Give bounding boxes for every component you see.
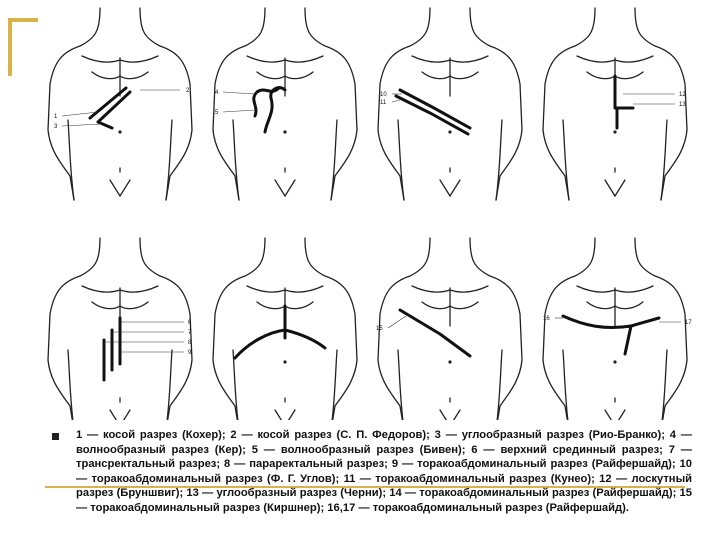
torso-outline — [605, 180, 625, 196]
bullet-icon — [52, 433, 59, 440]
torso-outline — [233, 120, 239, 200]
torso-outline — [140, 238, 192, 420]
torso-outline — [166, 120, 172, 200]
torso-outline — [470, 238, 522, 420]
torso-outline — [110, 180, 130, 196]
figure-label: 16 — [543, 316, 550, 322]
torso-outline — [305, 238, 357, 420]
torso-outline — [440, 410, 460, 420]
torso-outline — [331, 120, 337, 200]
incision-line — [235, 330, 325, 358]
label-leader — [223, 110, 255, 112]
caption-text: 1 — косой разрез (Кохер); 2 — косой разрез (С. П. Федоров); 3 — углообразный разрез (Рио-Бранко); 4 — волнообразный разрез (Кер); 5 — волнообразный разрез (Бивен); 6 — верхний срединный разрез; 7 — трансректальный разрез; 8 — параректальный разрез; 9 — торакоабдоминальный разрез (Райфершайд); 10 — торакоабдоминальный разрез (Ф. Г. Углов); 11 — торакоабдоминальный разрез (Кунео); 12 — лоскутный разрез (Бруншвиг); 13 — углообразный разрез (Черни); 14 — торакоабдоминальный разрез (Райфершайд); 15 — торакоабдоминальный разрез (Киршнер); 16,17 — торакоабдоминальный разрез (Райфершайд). — [76, 429, 692, 514]
incision-figures — [40, 0, 700, 420]
torso-outline — [440, 180, 460, 196]
torso-outline — [213, 8, 265, 200]
torso-figure — [48, 8, 192, 200]
figure-label: 6 — [188, 320, 192, 326]
torso-outline — [140, 8, 192, 200]
figure-label: 3 — [54, 124, 58, 130]
torso-diagrams-grid — [40, 0, 700, 420]
figure-label: 15 — [376, 326, 383, 332]
navel-mark — [283, 130, 286, 133]
figure-label: 5 — [215, 110, 219, 116]
torso-outline — [635, 238, 687, 420]
figure-label: 10 — [380, 92, 387, 98]
figure-label: 11 — [380, 100, 387, 106]
navel-mark — [448, 360, 451, 363]
torso-outline — [543, 238, 595, 420]
figure-label: 13 — [679, 102, 686, 108]
torso-outline — [496, 120, 502, 200]
navel-mark — [118, 130, 121, 133]
figure-label: 4 — [215, 90, 219, 96]
torso-figure — [543, 238, 692, 420]
incision-line — [615, 76, 633, 108]
torso-outline — [48, 8, 100, 200]
figure-label: 8 — [188, 340, 192, 346]
incision-line — [563, 316, 631, 354]
torso-outline — [305, 8, 357, 200]
incision-line — [400, 310, 470, 356]
torso-outline — [213, 238, 265, 420]
incision-line — [265, 88, 285, 132]
torso-figure — [48, 238, 192, 420]
navel-mark — [613, 130, 616, 133]
figure-label: 7 — [188, 330, 192, 336]
incision-line — [396, 96, 468, 134]
incision-line — [631, 318, 659, 326]
figure-label: 2 — [186, 88, 190, 94]
label-leader — [223, 92, 255, 94]
label-leader — [392, 100, 400, 102]
incision-line — [400, 90, 470, 128]
torso-outline — [470, 8, 522, 200]
torso-figure — [378, 8, 522, 200]
figure-label: 1 — [54, 114, 58, 120]
torso-outline — [398, 120, 404, 200]
figure-label: 9 — [188, 350, 192, 356]
torso-outline — [110, 410, 130, 420]
incision-line — [254, 88, 279, 116]
torso-figure — [376, 238, 522, 420]
torso-figure — [213, 238, 357, 420]
caption-block — [52, 428, 692, 516]
torso-figure — [213, 8, 357, 200]
label-leader — [388, 316, 406, 328]
figure-label: 12 — [679, 92, 686, 98]
torso-outline — [543, 8, 595, 200]
navel-mark — [283, 360, 286, 363]
torso-outline — [605, 410, 625, 420]
navel-mark — [448, 130, 451, 133]
torso-outline — [68, 120, 74, 200]
torso-outline — [378, 238, 430, 420]
torso-figure — [543, 8, 687, 200]
torso-outline — [563, 120, 569, 200]
torso-outline — [275, 410, 295, 420]
torso-outline — [275, 180, 295, 196]
torso-outline — [661, 120, 667, 200]
figure-label: 17 — [685, 320, 692, 326]
torso-outline — [48, 238, 100, 420]
navel-mark — [613, 360, 616, 363]
